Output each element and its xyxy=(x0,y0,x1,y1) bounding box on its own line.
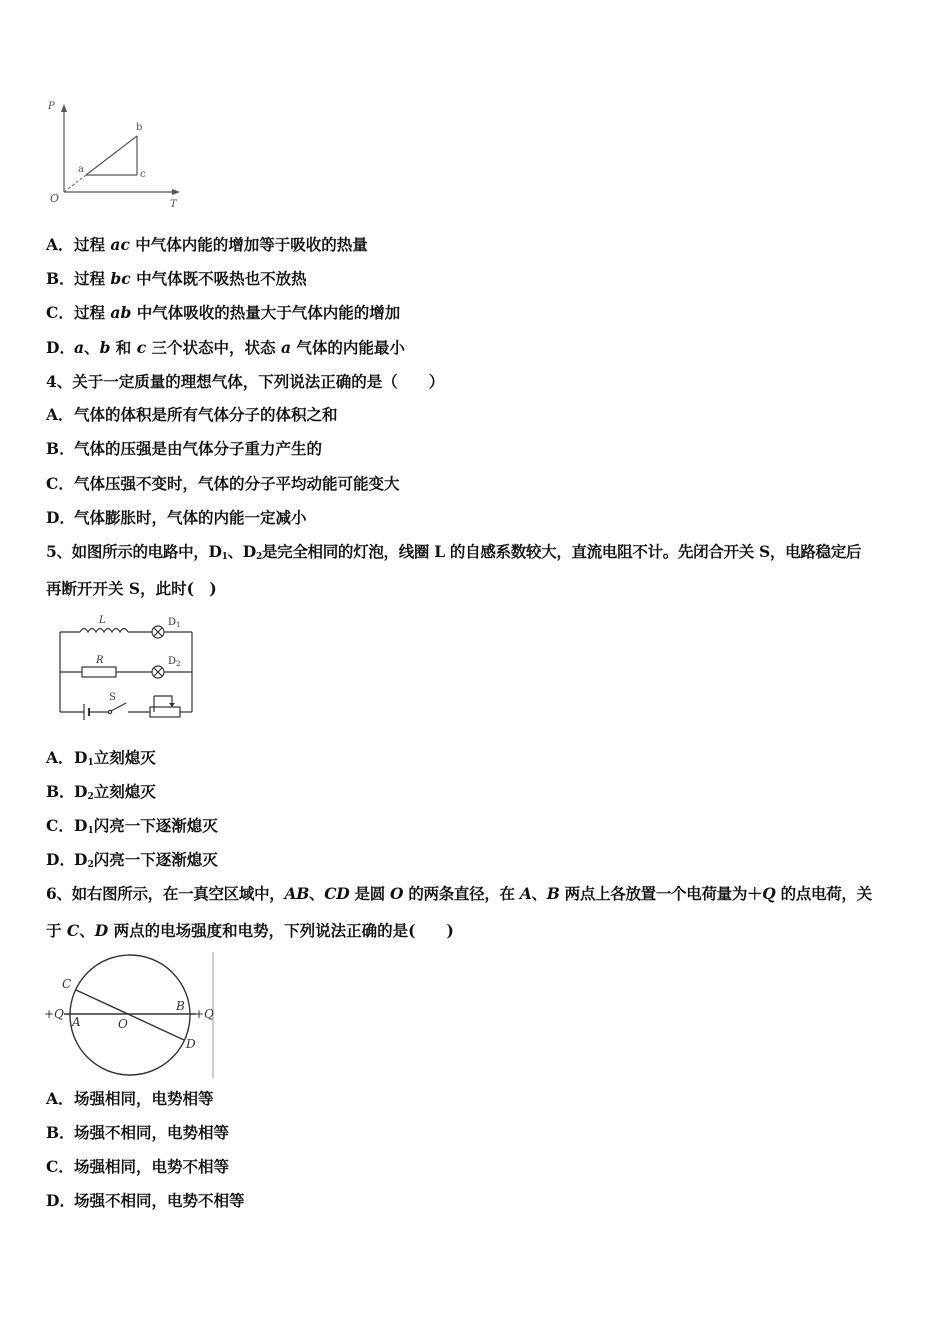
q3-option-c: C．过程 ab 中气体吸收的热量大于气体内能的增加 xyxy=(46,303,401,322)
state-a-label: a xyxy=(78,164,84,175)
origin-label: O xyxy=(50,192,60,205)
axis-p-label: P xyxy=(48,101,55,112)
label-a: A xyxy=(72,1015,81,1029)
q5-stem-line2: 再断开开关 S，此时( ) xyxy=(46,579,217,598)
label-d: D xyxy=(186,1037,196,1051)
p-axis-arrow xyxy=(61,104,67,112)
q4-option-a: A．气体的体积是所有气体分子的体积之和 xyxy=(46,405,338,424)
q4-option-c: C．气体压强不变时，气体的分子平均动能可能变大 xyxy=(46,474,400,493)
circuit-diagram xyxy=(52,612,202,722)
q3-option-a: A．过程 ac 中气体内能的增加等于吸收的热量 xyxy=(46,235,368,254)
d2-label: $D_2$ xyxy=(168,656,181,668)
q6-option-b: B．场强不相同，电势相等 xyxy=(46,1123,230,1142)
q5-option-b: B．$D_2$立刻熄灭 xyxy=(46,782,156,802)
process-ab xyxy=(86,136,137,175)
q6-stem-line2: 于 C、D 两点的电场强度和电势，下列说法正确的是( ) xyxy=(46,921,454,940)
label-c: C xyxy=(62,977,72,991)
inductor-label: L xyxy=(99,615,106,626)
axis-t-label: T xyxy=(170,199,177,210)
dashed-line xyxy=(64,175,86,192)
q4-option-b: B．气体的压强是由气体分子重力产生的 xyxy=(46,439,323,458)
q6-option-a: A．场强相同，电势相等 xyxy=(46,1089,214,1108)
label-right-charge: +Q xyxy=(194,1007,214,1021)
switch-blade xyxy=(111,703,126,711)
diameter-cd xyxy=(76,990,184,1040)
q6-option-c: C．场强相同，电势不相等 xyxy=(46,1157,230,1176)
switch-label: S xyxy=(109,692,116,703)
state-b-label: b xyxy=(136,122,143,133)
state-c-label: c xyxy=(140,169,146,180)
q5-stem-line1: 5、如图所示的电路中，$D_1$、$D_2$是完全相同的灯泡，线圈 L 的自感系数较大，直流电阻不计。先闭合开关 S，电路稳定后 xyxy=(46,542,862,562)
label-left-charge: +Q xyxy=(44,1007,64,1021)
q3-option-b: B．过程 bc 中气体既不吸热也不放热 xyxy=(46,269,307,288)
q3-option-d: D．a、b 和 c 三个状态中，状态 a 气体的内能最小 xyxy=(46,338,405,357)
circle-diagram xyxy=(42,950,218,1080)
rheostat-slider xyxy=(154,696,172,707)
label-b: B xyxy=(176,999,185,1013)
label-o: O xyxy=(118,1017,128,1031)
q5-option-a: A．$D_1$立刻熄灭 xyxy=(46,748,156,768)
d1-label: $D_1$ xyxy=(168,617,181,629)
q6-stem-line1: 6、如右图所示，在一真空区域中，AB、CD 是圆 O 的两条直径，在 A、B 两点上各放置一个电荷量为＋Q 的点电荷，关 xyxy=(46,884,872,903)
q6-option-d: D．场强不相同，电势不相等 xyxy=(46,1191,245,1210)
q5-option-c: C．$D_1$闪亮一下逐渐熄灭 xyxy=(46,816,218,836)
q5-option-d: D．$D_2$闪亮一下逐渐熄灭 xyxy=(46,850,218,870)
resistor-label: R xyxy=(96,655,104,666)
t-axis-arrow xyxy=(172,189,180,195)
q4-option-d: D．气体膨胀时，气体的内能一定减小 xyxy=(46,508,307,527)
pt-graph xyxy=(44,100,190,212)
resistor-r xyxy=(82,667,116,677)
inductor-coil xyxy=(80,629,128,633)
q4-stem: 4、关于一定质量的理想气体，下列说法正确的是（ ） xyxy=(46,372,445,391)
